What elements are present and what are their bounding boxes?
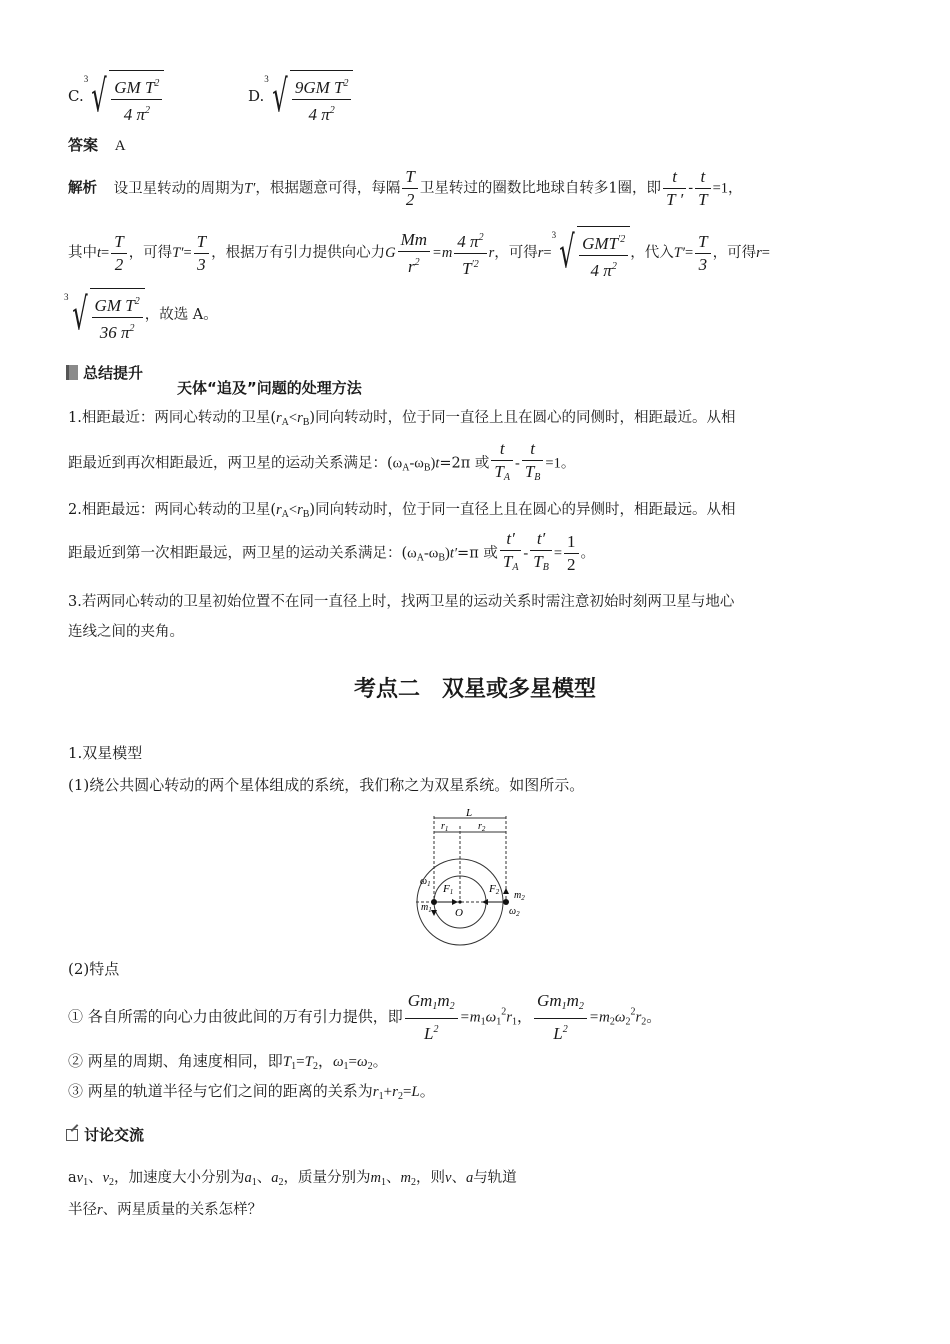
center-o	[458, 900, 461, 903]
discussion-label: 讨论交流	[84, 1126, 145, 1144]
binary-p1: (1)绕公共圆心转动的两个星体组成的系统，我们称之为双星系统。如图所示。	[68, 776, 585, 794]
discussion-header	[66, 1124, 144, 1145]
binary-h2: (2)特点	[68, 960, 120, 978]
answer-label: 答案	[68, 136, 99, 154]
analysis-label: 解析	[68, 180, 97, 197]
svg-text:ω1: $\omega_1$	[420, 876, 431, 888]
binary-point-2: ② 两星的周期、角速度相同，即$T_1=T_2$，$\omega_1=\omega_2$。	[68, 1052, 388, 1072]
svg-text:m2: $m_2$	[514, 890, 525, 902]
option-c-radical: 3 √ $\frac{GM T^2}{4 \pi^2}$	[84, 68, 165, 126]
summary-p2-line1: 2.相距最远：两同心转动的卫星$(r_A<r_B)$同向转动时，位于同一直径上且在圆心的异侧时，相距最远。从相	[68, 502, 736, 520]
star-m2	[503, 899, 509, 905]
svg-text:r1: $r_1$	[441, 821, 449, 833]
svg-text:m1: $m_1$	[421, 902, 432, 914]
analysis-radical-1: 3 √ $\frac{GMT^{'2}}{4 \pi^2}$	[552, 224, 631, 282]
summary-header	[66, 362, 143, 383]
option-c: C. 3 √ $\frac{GM T^2}{4 \pi^2}$	[68, 68, 164, 126]
answer-value: A	[114, 138, 126, 154]
analysis-line-1: 解析 设卫星转动的周期为T′，根据题意可得，每隔 $\frac{T}{2}$ 卫星转过的圈数比地球自转多1圈，即 $\frac{t}{T '}$ - $\frac{t}{T}$ =1，	[68, 167, 743, 209]
star-m1	[431, 899, 437, 905]
summary-p3-line1: 3.若两同心转动的卫星初始位置不在同一直径上时，找两卫星的运动关系时需注意初始时刻两卫星与地心	[68, 594, 735, 610]
summary-label: 总结提升	[83, 364, 144, 382]
svg-text:O: O	[455, 907, 463, 919]
analysis-line-3: 3 √ $\frac{GM T^2}{36 \pi^2}$ ，故选 A。	[64, 286, 218, 344]
binary-point-3: ③ 两星的轨道半径与它们之间的距离的关系为$r_1+r_2=L$。	[68, 1082, 435, 1102]
edit-icon	[66, 1129, 78, 1141]
svg-text:F1: F1	[443, 883, 454, 896]
section-title: 考点二 双星或多星模型	[353, 677, 596, 702]
svg-text:ω2: $\omega_2$	[509, 906, 520, 918]
answer-line	[68, 134, 126, 155]
svg-text:F2: F2	[489, 883, 500, 896]
fig-label-L: L	[466, 807, 473, 819]
summary-p3-line2: 连线之间的夹角。	[68, 624, 184, 640]
discussion-q1-line2: 半径r、两星质量的关系怎样？	[68, 1202, 263, 1218]
binary-star-figure	[410, 806, 550, 946]
summary-p1-line1: 1.相距最近：两同心转动的卫星$(r_A<r_B)$同向转动时，位于同一直径上且在圆心的同侧时，相距最近。从相	[68, 410, 736, 428]
svg-text:r2: $r_2$	[478, 821, 486, 833]
option-d-radical: 3 √ $\frac{9GM T^2}{4 \pi^2}$	[264, 68, 353, 126]
option-d: D. 3 √ $\frac{9GM T^2}{4 \pi^2}$	[248, 68, 353, 126]
analysis-radical-2: 3 √ $\frac{GM T^2}{36 \pi^2}$	[64, 286, 145, 344]
binary-point-1: ① 各自所需的向心力由彼此间的万有引力提供，即 $\frac{Gm_1m_2}{L^2}$ $=m_1\omega_1^2r_1$， $\frac{Gm_1m_2}{L^2}$ $=m_2\omega_2^2r_2$。	[68, 991, 662, 1043]
discussion-q1-line1: $av_1$、$v_2$，加速度大小分别为$a_1$、$a_2$，质量分别为$m_1$、$m_2$，则v、a与轨道	[68, 1170, 517, 1188]
bookmark-icon	[66, 365, 78, 380]
binary-heading: 1.双星模型	[68, 744, 143, 762]
analysis-line-2: 其中t= $\frac{T}{2}$ ，可得T′= $\frac{T}{3}$ ，根据万有引力提供向心力G $\frac{Mm}{r^2}$ =m $\frac{4 \pi^2}{T^{'2}}$ r，可得r= 3 √ $\frac{GMT^{'2}}{4 \pi^2}$ ，代入T′= $\frac{T}{3}$ ，可得r=	[68, 224, 770, 282]
summary-subtitle: 天体“追及”问题的处理方法	[177, 379, 362, 397]
summary-p1-line2: 距最近到再次相距最近，两卫星的运动关系满足：$(\omega_A-\omega_B)t=2\pi$ 或 $\frac{t}{T_A}$ - $\frac{t}{T_B}$ =1。	[68, 439, 576, 483]
summary-p2-line2: 距最近到第一次相距最远，两卫星的运动关系满足：$(\omega_A-\omega_B)t'=\pi$ 或 $\frac{t'}{T_A}$ - $\frac{t'}{T_B}$ = $\frac{1}{2}$ 。	[68, 529, 596, 574]
